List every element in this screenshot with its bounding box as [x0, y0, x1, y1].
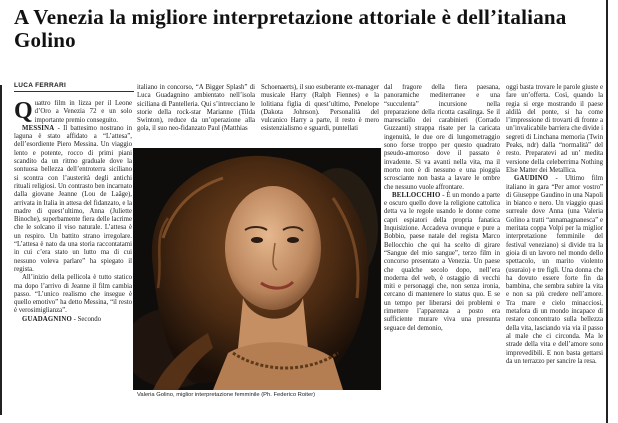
- portrait-photo: [133, 148, 381, 390]
- paragraph-text: - Il battesimo nostrano in laguna è stato affidato a “L’attesa”, dell’esordiente Piero Messina. Un viaggio lento e potente, rocco di primi piani scandito da un ritmo graduale dove la sontuosa bellezza dell’entroterra siciliano si scontra con l’austerità degli antichi rituali religiosi. Un contrasto ben incarnato dalla giovane Jeanne (Lou de Laâge), arrivata in Italia in attesa del fidanzato, e la madre di quest’ultimo, Anna (Juliette Binoche), superbamente fiera delle lacrime che le solcano il viso naturale. L’attesa è un respiro. Un battito strano irregolare. “L’attesa è nato da una storia raccontatami in cui c’era stato un lutto ma di cui nessuno voleva parlare” ha spiegato il regista.: [14, 124, 132, 273]
- photo-caption: Valeria Golino, miglior interpretazione femminile (Ph. Federico Roiter): [137, 392, 316, 398]
- article-column-3: [261, 84, 379, 144]
- paragraph: [14, 316, 132, 324]
- paragraph: [506, 175, 603, 366]
- paragraph: [384, 192, 500, 333]
- paragraph-text: - Ultimo film italiano in gara “Per amor vostro” di Giuseppe Gaudino in una Napoli in bianco e nero. Un viaggio quasi surreale dove Anna (una Valeria Golino a tratti “annamagnanesca” e meritata coppa Volpi per la miglior interpretazione femminile del festival veneziano) si divide tra la gioia di un lavoro nel mondo dello spettacolo, un marito violento (usuraio) e tre figli. Una donna che ha dovuto essere forte fin da bambina, che sembra subire la vita e non sa più credere nell’amore. Tra mare e cielo minacciosi, metafora di un mondo incapace di restare concentrato sulla bellezza della vita, lasciando via via il passo al male che ci circonda. Ma le strade della vita e dell’amore sono imprevedibili. E non basta gettarsi da un terrazzo per sancire la resa.: [506, 175, 603, 365]
- paragraph: italiano in concorso, “A Bigger Splash” di Luca Guadagnino ambientato nell’isola siciliana di Pantelleria. Qui s’intrecciano le storie della rock-star Marianne (Tilda Swinton), reduce da un’operazione alla gola, il suo neo-fidanzato Paul (Matthias: [137, 84, 255, 133]
- headline: A Venezia la migliore interpretazione attoriale è dell’italiana Golino: [14, 5, 567, 52]
- article-column-4: [384, 84, 500, 404]
- paragraph: All’inizio della pellicola è tutto statico ma dopo l’arrivo di Jeanne il film cambia passo. “L’unico realismo che insegue è quello emotivo” ha detto Messina, “il resto è verosimiglianza”.: [14, 274, 132, 315]
- paragraph-text: - È un mondo a parte e oscuro quello dove la religione cattolica detta va le regole usando le donne come capri espiatori della propria fanatica Inquisizione. Accadeva ovunque e pure a Bobbio, paese natale del regista Marco Bellocchio che qui ha scelto di girare “Sangue del mio sangue”, terzo film in concorso presentato a Venezia. Un paese che qualche secolo dopo, nell’era moderna del web, è ostaggio di vecchi miti e personaggi che, non senza ironia, cercano di mantenere lo status quo. E se un tempo per liberarsi dei problemi e rimettere l’apparenza a posto era sufficiente murare viva una presunta seguace del demonio,: [384, 191, 500, 332]
- paragraph-text: uattro film in lizza per il Leone d’Oro a Venezia 72 e un solo importante premio conseguito.: [34, 100, 132, 124]
- section-keyword: GUADAGNINO: [22, 315, 72, 323]
- left-margin-rule: [0, 85, 2, 415]
- paragraph: [14, 125, 132, 274]
- section-keyword: GAUDINO: [514, 175, 549, 183]
- section-keyword: BELLOCCHIO: [392, 191, 441, 199]
- right-margin-rule: [606, 0, 608, 423]
- article-column-2: [137, 84, 255, 144]
- article-column-1: [14, 100, 132, 400]
- author-byline: LUCA FERRARI: [14, 82, 134, 92]
- article-column-5: [506, 84, 603, 404]
- paragraph: dal fragore della fiera paesana, panoramiche mediterranee e una “succulenta” incursione nella preparazione della ricotta casalinga. Se il maresciallo dei carabinieri (Corrado Guzzanti) strappa risate per la caricata ingenuità, le due ore di lungometraggio sono forse troppo per questo quadrato pseudo-amoroso dove il passato è invadente. Si va avanti nella vita, ma il morto non è di nessuno e una pioggia scrosciante non basta a lavare le ombre che nessuno vuole affrontare.: [384, 84, 500, 191]
- paragraph: oggi basta trovare le parole giuste e fare un’offerta. Così, quando la regia si erge mostrando il paese aldilà del ponte, si ha come l’impressione di trovarti di fronte a un’invalicabile barriera che divide i segreti di Linchana memoria (Twin Peaks, ndr) dalla “normalità” del resto. Preparatevi ad un’ medita versione della celeberrima Nothing Else Matter dei Metallica.: [506, 84, 603, 174]
- paragraph: Schoenaerts), il suo esuberante ex-manager musicale Harry (Ralph Fiennes) e la lolitiana figlia di quest’ultimo, Penelope (Dakota Johnson). Personalità del vulcanico Harry a parte, il resto è mero esistenzialismo e sguardi, puntellati: [261, 84, 379, 133]
- drop-cap: Q: [14, 100, 33, 124]
- paragraph: [14, 100, 132, 125]
- section-keyword: MESSINA: [22, 124, 55, 132]
- paragraph-text: - Secondo: [71, 315, 102, 323]
- portrait-illustration: [133, 148, 381, 390]
